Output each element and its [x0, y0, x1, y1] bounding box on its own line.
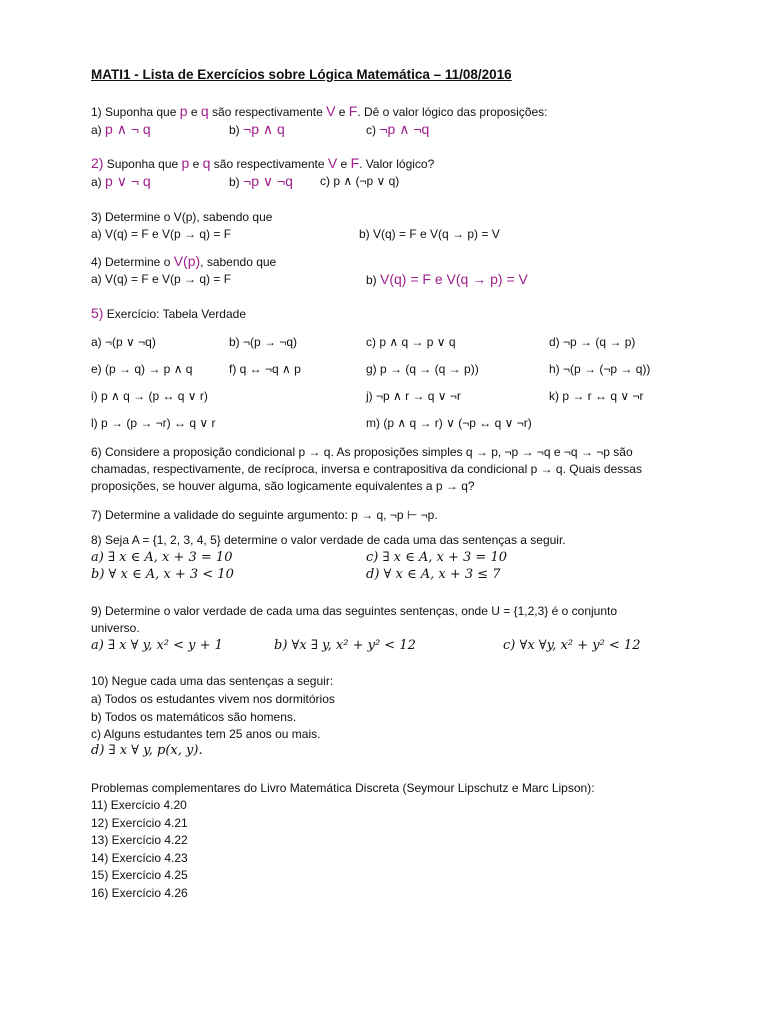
- q2-c-label: c): [320, 174, 330, 188]
- q1-value-v: V: [326, 103, 336, 119]
- question-10-statement: 10) Negue cada uma das sentenças a seguir:: [91, 674, 334, 688]
- q10-item-d: d) ∃ x ∀ y, p(x, y).: [91, 743, 203, 758]
- q1-text-e: e: [187, 105, 201, 119]
- q8-item-d: d) ∀ x ∈ A, x + 3 ≤ 7: [366, 567, 501, 582]
- q4-item-b: [366, 271, 528, 288]
- q3-item-b: b) V(q) = F e V(q → p) = V: [359, 227, 500, 241]
- q2-text-post: . Valor lógico?: [359, 157, 435, 171]
- extra-item: 11) Exercício 4.20: [91, 798, 187, 812]
- q2-item-b: [229, 173, 293, 190]
- q4-item-a: a) V(q) = F e V(p → q) = F: [91, 272, 232, 286]
- q2-text-mid: são respectivamente: [210, 157, 328, 171]
- q5-item: e) (p → q) → p ∧ q: [91, 362, 193, 376]
- question-4-statement: [91, 253, 276, 270]
- q9-item-a: a) ∃ x ∀ y, x² < y + 1: [91, 638, 223, 653]
- extra-item: 15) Exercício 4.25: [91, 868, 188, 882]
- q4-text-pre: 4) Determine o: [91, 255, 174, 269]
- q8-item-c: c) ∃ x ∈ A, x + 3 = 10: [366, 550, 508, 565]
- q5-item: d) ¬p → (q → p): [549, 335, 636, 349]
- q9-item-c: c) ∀x ∀y, x² + y² < 12: [503, 638, 641, 653]
- question-6-line-1: 6) Considere a proposição condicional p → q. As proposições simples q → p, ¬p → ¬q e ¬q → ¬p são: [91, 445, 633, 459]
- q4-text-post: , sabendo que: [200, 255, 277, 269]
- q4-vp: V(p): [173, 253, 201, 269]
- question-5-statement: [91, 305, 246, 322]
- extra-item: 12) Exercício 4.21: [91, 816, 188, 830]
- q2-text-e2: e: [337, 157, 351, 171]
- q1-item-a: [91, 121, 151, 138]
- q3-item-a: a) V(q) = F e V(p → q) = F: [91, 227, 232, 241]
- q5-item: a) ¬(p ∨ ¬q): [91, 335, 156, 349]
- q8-item-b: b) ∀ x ∈ A, x + 3 < 10: [91, 567, 234, 582]
- q5-item: h) ¬(p → (¬p → q)): [549, 362, 651, 376]
- q5-header: Exercício: Tabela Verdade: [103, 307, 246, 321]
- q9-item-b: b) ∀x ∃ y, x² + y² < 12: [274, 638, 416, 653]
- q5-number: 5): [91, 305, 104, 321]
- q1-c-label: c): [366, 123, 376, 137]
- q2-a-label: a): [91, 175, 102, 189]
- q10-item-c: c) Alguns estudantes tem 25 anos ou mais.: [91, 727, 321, 741]
- extra-item: 16) Exercício 4.26: [91, 886, 188, 900]
- q1-a-label: a): [91, 123, 102, 137]
- page-title: MATI1 - Lista de Exercícios sobre Lógica Matemática – 11/08/2016: [91, 67, 512, 82]
- question-6-line-2: chamadas, respectivamente, de recíproca, inversa e contrapositiva da condicional p → q. Quais dessas: [91, 462, 642, 476]
- q1-a-expr: p ∧ ¬ q: [105, 121, 151, 137]
- q1-item-b: [229, 121, 285, 138]
- question-1-statement: [91, 103, 547, 120]
- q1-b-label: b): [229, 123, 240, 137]
- q1-text-mid: são respectivamente: [208, 105, 327, 119]
- q2-var-p: p: [181, 155, 190, 171]
- extra-problems-header: Problemas complementares do Livro Matemática Discreta (Seymour Lipschutz e Marc Lipson):: [91, 781, 595, 795]
- question-9-line-2: universo.: [91, 621, 140, 635]
- q1-b-expr: ¬p ∧ q: [243, 121, 285, 137]
- q2-value-v: V: [327, 155, 338, 171]
- extra-item: 13) Exercício 4.22: [91, 833, 188, 847]
- q1-c-expr: ¬p ∧ ¬q: [379, 121, 430, 137]
- question-8-statement: 8) Seja A = {1, 2, 3, 4, 5} determine o valor verdade de cada uma das sentenças a seguir.: [91, 533, 566, 547]
- q2-item-c: [320, 173, 399, 189]
- q2-a-expr: p ∨ ¬ q: [105, 173, 151, 189]
- q2-text-e: e: [189, 157, 203, 171]
- q2-b-expr: ¬p ∨ ¬q: [243, 173, 293, 189]
- q1-var-q: q: [200, 103, 209, 119]
- extra-item: 14) Exercício 4.23: [91, 851, 188, 865]
- question-9-line-1: 9) Determine o valor verdade de cada uma das seguintes sentenças, onde U = {1,2,3} é o conjunto: [91, 604, 618, 618]
- q8-item-a: a) ∃ x ∈ A, x + 3 = 10: [91, 550, 233, 565]
- q10-item-a: a) Todos os estudantes vivem nos dormitórios: [91, 692, 335, 706]
- q1-text-post: . Dê o valor lógico das proposições:: [357, 105, 548, 119]
- question-3-statement: 3) Determine o V(p), sabendo que: [91, 210, 273, 224]
- q10-item-b: b) Todos os matemáticos são homens.: [91, 710, 297, 724]
- q1-text-e2: e: [335, 105, 349, 119]
- q4-b-label: b): [366, 273, 377, 287]
- q2-var-q: q: [202, 155, 211, 171]
- q2-number: 2): [91, 155, 104, 171]
- question-2-statement: [91, 155, 434, 172]
- question-6-line-3: proposições, se houver alguma, são logicamente equivalentes a p → q?: [91, 479, 475, 493]
- q1-item-c: [366, 121, 429, 138]
- q2-item-a: [91, 173, 151, 190]
- q5-item: c) p ∧ q → p ∨ q: [366, 335, 456, 349]
- q5-item: l) p → (p → ¬r) ↔ q ∨ r: [91, 416, 216, 430]
- q5-item: j) ¬p ∧ r → q ∨ ¬r: [366, 389, 461, 403]
- q5-item: k) p → r ↔ q ∨ ¬r: [549, 389, 644, 403]
- q2-value-f: F: [350, 155, 360, 171]
- q5-item: i) p ∧ q → (p ↔ q ∨ r): [91, 389, 208, 403]
- q2-c-expr: p ∧ (¬p ∨ q): [333, 174, 400, 188]
- q1-text-pre: 1) Suponha que: [91, 105, 180, 119]
- q2-text-pre: Suponha que: [103, 157, 182, 171]
- q5-item: g) p → (q → (q → p)): [366, 362, 479, 376]
- q1-value-f: F: [348, 103, 358, 119]
- q5-item: b) ¬(p → ¬q): [229, 335, 298, 349]
- q2-b-label: b): [229, 175, 240, 189]
- q1-var-p: p: [179, 103, 188, 119]
- q5-item: m) (p ∧ q → r) ∨ (¬p ↔ q ∨ ¬r): [366, 416, 532, 430]
- q5-item: f) q ↔ ¬q ∧ p: [229, 362, 301, 376]
- q4-b-expr: V(q) = F e V(q → p) = V: [380, 271, 528, 287]
- question-7-statement: 7) Determine a validade do seguinte argumento: p → q, ¬p ⊢ ¬p.: [91, 508, 438, 522]
